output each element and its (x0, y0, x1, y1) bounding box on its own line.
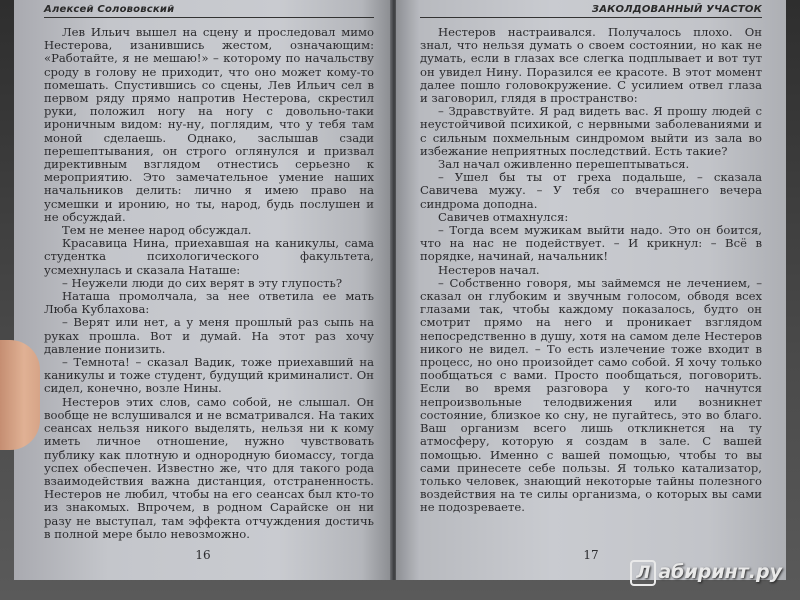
labirint-watermark (630, 560, 782, 586)
paragraph: Нестеров начал. (438, 262, 540, 277)
right-page-text (420, 26, 762, 515)
right-running-head: ЗАКОЛДОВАННЫЙ УЧАСТОК (420, 0, 762, 18)
paragraph: Наташа промолчала, за нее ответила ее мать Люба Кублахова: (44, 289, 374, 317)
paragraph: Савичев отмахнулся: (438, 209, 569, 224)
paragraph: – Собственно говоря, мы займемся не лечением, – сказал он глубоким и звучным голосом, обводя всех глазами так, чтобы каждому показалось, будто он смотрит прямо на него и проникает взглядом непосредственно в душу, хотя на самом деле Нестеров никого не видел. – То есть излечение тоже входит в процесс, но оно произойдет само собой. Я хочу только пообщаться с вами. Просто пообщаться, поговорить. Если во время разговора у кого-то начнутся непроизвольные телодвижения или возникнет состояние, близкое ко сну, не пугайтесь, это во благо. Ваш организм всего лишь откликнется на ту атмосферу, которую я создам в зале. С вашей помощью. Именно с вашей помощью, чтобы то вы сами принесете себе пользы. Я только катализатор, только человек, знающий некоторые тайны полезного воздействия на те силы организма, о которых вы сами не подозреваете. (420, 275, 762, 515)
thumb-holding-book (0, 340, 40, 450)
paragraph: – Ушел бы ты от греха подальше, – сказала Савичева мужу. – У тебя со вчерашнего вечера синдрома доподна. (420, 170, 762, 211)
labirint-logo-icon: Л (630, 560, 656, 586)
paragraph: – Неужели люди до сих верят в эту глупость? (62, 275, 343, 290)
left-page-text (44, 26, 374, 541)
right-page (396, 0, 786, 580)
paragraph: Нестеров настраивался. Получалось плохо. Он знал, что нельзя думать о своем состоянии, но как не думать, если в глазах все слегка подплывает и вот тут он увидел Нину. Поразился ее красоте. В этот момент далее пошло головокружение. С усилием отвел глаза и заговорил, глядя в пространство: (420, 25, 762, 106)
paragraph: – Верят или нет, а у меня прошлый раз сыпь на руках прошла. Вот и думай. На этот раз хочу давление понизить. (44, 315, 374, 356)
paragraph: – Темнота! – сказал Вадик, тоже приехавший на каникулы и тоже студент, будущий криминалист. Он сидел, конечно, возле Нины. (44, 355, 374, 396)
left-page (14, 0, 392, 580)
paragraph: Нестеров этих слов, само собой, не слышал. Он вообще не вслушивался и не всматривался. На таких сеансах нельзя никого выделять, нельзя ни к кому иметь личное отношение, нужно чувствовать публику как плотную и однородную биомассу, тогда успех обеспечен. Известно же, что для такого рода взаимодействия важна дистанция, отстраненность. Нестеров не любил, чтобы на его сеансах был кто-то из знакомых. Впрочем, в родном Сарайске он ни разу не выступал, там эффекта отчуждения достичь в полной мере было невозможно. (44, 394, 374, 541)
right-page-number: 17 (583, 548, 599, 562)
paragraph: – Тогда всем мужикам выйти надо. Это он боится, что на нас не подействует. – И крикнул: – Всё в порядке, начинай, начальник! (420, 223, 762, 264)
open-book (14, 0, 786, 580)
paragraph: Лев Ильич вышел на сцену и проследовал мимо Нестерова, изанившись жестом, означающим: «Работайте, я не мешаю!» – которому по начальству сроду в голову не приходит, что оно может кому-то помешать. Спустившись со сцены, Лев Ильич сел в первом ряду прямо напротив Нестерова, скрестил руки, положил ногу на ногу с довольно-таки ироничным видом: ну-ну, поглядим, что у тебя там моной сделаешь. Однако, заслышав сзади перешептывания, он строго оглянулся и призвал директивным взглядом отнестись серьезно к мероприятию. Это замечательное умение наших начальников делить: личнo я имею право на усмешки и иронию, но ты, народ, будь послушен и не обсуждай. (44, 25, 374, 224)
left-page-number: 16 (195, 548, 211, 562)
paragraph: Зал начал оживленно перешептываться. (438, 157, 690, 172)
watermark-text: абиринт.ру (658, 561, 782, 583)
paragraph: Красавица Нина, приехавшая на каникулы, сама студентка психологического факультета, усмехнулась и сказала Наташе: (44, 236, 374, 277)
paragraph: – Здравствуйте. Я рад видеть вас. Я прошу людей с неустойчивой психикой, с нервными заболеваниями и с сильным похмельным синдромом выйти из зала во избежание неприятных последствий. Есть такие? (420, 104, 762, 158)
paragraph: Тем не менее народ обсуждал. (62, 223, 252, 238)
left-running-head: Алексей Солововский (44, 0, 374, 18)
